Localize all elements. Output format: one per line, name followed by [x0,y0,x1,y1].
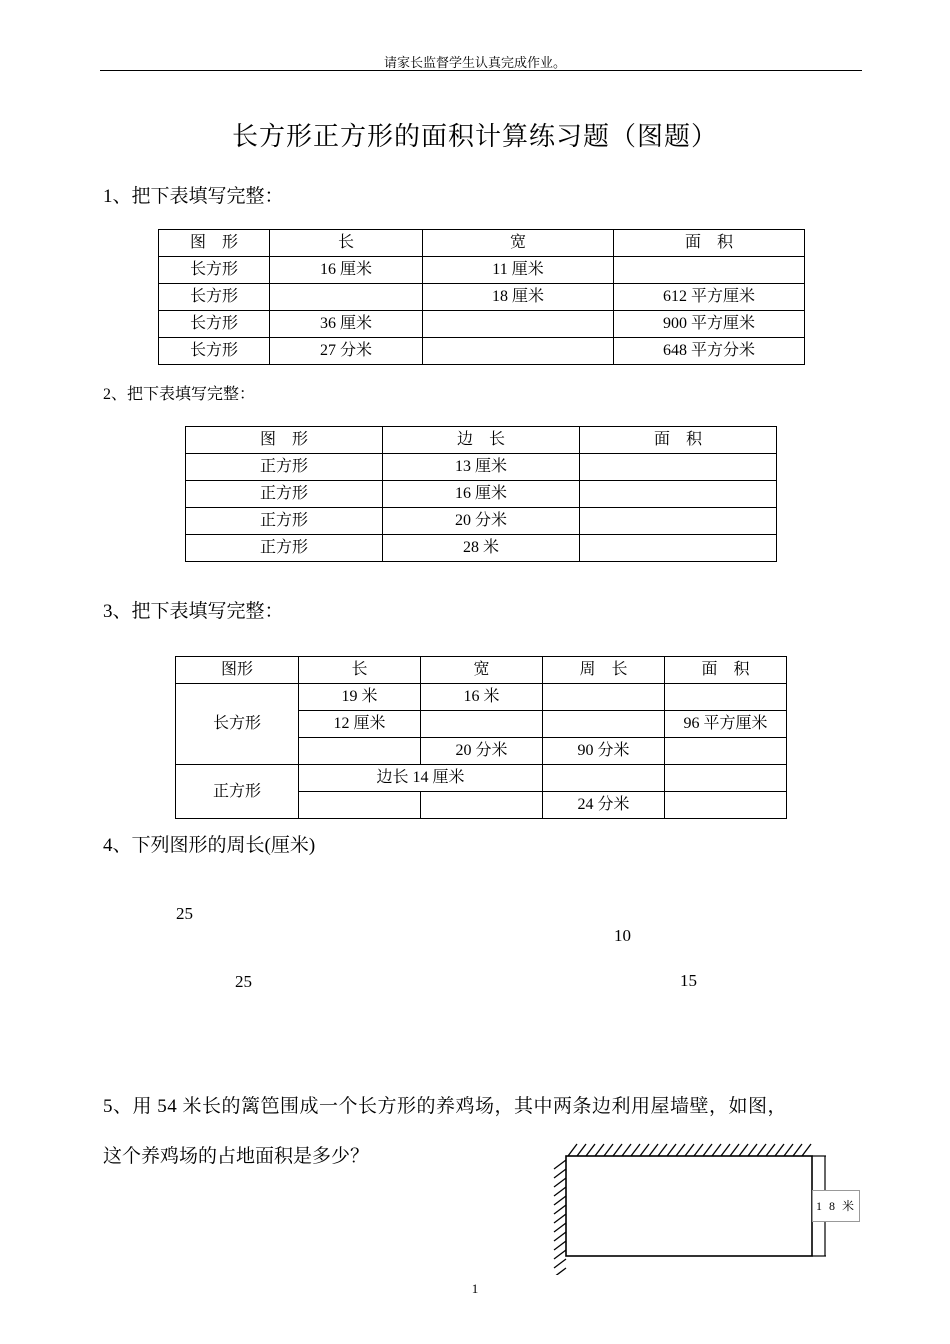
hatch-stroke [784,1144,793,1156]
table-row [159,338,805,365]
hatch-stroke [775,1144,784,1156]
table-header-row [176,657,787,684]
table-cell: 20 分米 [421,738,543,765]
shape-label-cell: 长方形 [176,684,299,765]
hatch-stroke [802,1144,811,1156]
table-cell: 边长 14 厘米 [299,765,543,792]
hatch-stroke [721,1144,730,1156]
header-cell: 图 形 [159,230,270,257]
header-cell: 长 [270,230,423,257]
table-row [159,257,805,284]
table-cell: 16 米 [421,684,543,711]
header-cell: 面 积 [580,427,777,454]
q4-prompt: 4、下列图形的周长(厘米) [103,835,316,856]
header-cell: 图形 [176,657,299,684]
hatch-stroke [554,1169,566,1178]
answer-cell[interactable] [665,684,787,711]
shape-label-cell: 正方形 [176,765,299,819]
answer-cell[interactable] [665,765,787,792]
table-cell: 11 厘米 [423,257,614,284]
table-row [186,508,777,535]
table-row [186,454,777,481]
figure1-side-label: 25 [235,972,252,991]
page-number: 1 [471,1281,479,1296]
answer-cell[interactable] [665,738,787,765]
hatch-stroke [554,1196,566,1205]
answer-cell[interactable] [299,738,421,765]
table-cell: 正方形 [186,454,383,481]
table-cell: 20 分米 [383,508,580,535]
header-cell: 面 积 [665,657,787,684]
table-cell: 18 厘米 [423,284,614,311]
answer-cell[interactable] [423,311,614,338]
table-cell: 正方形 [186,508,383,535]
hatch-stroke [703,1144,712,1156]
answer-cell[interactable] [270,284,423,311]
hatch-stroke [712,1144,721,1156]
table-cell: 27 分米 [270,338,423,365]
header-cell: 图 形 [186,427,383,454]
table-cell: 24 分米 [543,792,665,819]
answer-cell[interactable] [543,711,665,738]
hatch-stroke [622,1144,631,1156]
header-rule [100,70,862,71]
hatch-stroke [730,1144,739,1156]
answer-cell[interactable] [421,711,543,738]
answer-cell[interactable] [580,481,777,508]
table-cell: 长方形 [159,311,270,338]
header-cell: 边 长 [383,427,580,454]
side-length-label: 1 8 米 [812,1190,860,1222]
hatch-stroke [640,1144,649,1156]
hatch-stroke [604,1144,613,1156]
answer-cell[interactable] [421,792,543,819]
answer-cell[interactable] [614,257,805,284]
hatch-stroke [649,1144,658,1156]
table-row [186,481,777,508]
hatch-stroke [676,1144,685,1156]
answer-cell[interactable] [423,338,614,365]
hatch-stroke [757,1144,766,1156]
answer-cell[interactable] [580,535,777,562]
hatch-stroke [694,1144,703,1156]
header-cell: 长 [299,657,421,684]
table-cell: 19 米 [299,684,421,711]
q5-line1: 5、用 54 米长的篱笆围成一个长方形的养鸡场，其中两条边利用屋墙壁，如图， [103,1096,788,1117]
wall-hatching-top [568,1144,811,1156]
q3-prompt: 3、把下表填写完整： [103,601,284,622]
table-cell: 正方形 [186,535,383,562]
hatch-stroke [554,1223,566,1232]
yard-rectangle [566,1156,812,1256]
q5-line2: 这个养鸡场的占地面积是多少？ [103,1146,370,1167]
table-row [176,684,787,711]
table-cell: 36 厘米 [270,311,423,338]
q1-table [158,229,805,365]
q2-table [185,426,777,562]
hatch-stroke [613,1144,622,1156]
hatch-stroke [595,1144,604,1156]
table-cell: 612 平方厘米 [614,284,805,311]
wall-hatching-left [554,1160,566,1275]
table-cell: 16 厘米 [383,481,580,508]
header-cell: 宽 [421,657,543,684]
table-header-row [159,230,805,257]
header-cell: 周 长 [543,657,665,684]
hatch-stroke [667,1144,676,1156]
figure1-side-label: 25 [176,904,193,923]
hatch-stroke [766,1144,775,1156]
chicken-yard-diagram [548,1140,838,1275]
table-cell: 96 平方厘米 [665,711,787,738]
figure2-side-label: 15 [680,971,697,990]
hatch-stroke [577,1144,586,1156]
table-cell: 长方形 [159,257,270,284]
hatch-stroke [748,1144,757,1156]
header-cell: 面 积 [614,230,805,257]
hatch-stroke [554,1241,566,1250]
answer-cell[interactable] [299,792,421,819]
hatch-stroke [554,1259,566,1268]
hatch-stroke [554,1187,566,1196]
answer-cell[interactable] [665,792,787,819]
table-cell: 90 分米 [543,738,665,765]
table-cell: 12 厘米 [299,711,421,738]
header-note: 请家长监督学生认真完成作业。 [383,55,566,70]
hatch-stroke [554,1268,566,1275]
hatch-stroke [685,1144,694,1156]
hatch-stroke [739,1144,748,1156]
hatch-stroke [658,1144,667,1156]
hatch-stroke [631,1144,640,1156]
answer-cell[interactable] [580,454,777,481]
hatch-stroke [554,1214,566,1223]
q1-prompt: 1、把下表填写完整： [103,186,284,207]
table-cell: 长方形 [159,338,270,365]
figure2-side-label: 10 [614,926,631,945]
header-cell: 宽 [423,230,614,257]
hatch-stroke [554,1250,566,1259]
table-cell: 正方形 [186,481,383,508]
hatch-stroke [586,1144,595,1156]
hatch-stroke [554,1160,566,1169]
page-title: 长方形正方形的面积计算练习题（图题） [231,122,718,151]
answer-cell[interactable] [543,765,665,792]
table-row [159,311,805,338]
hatch-stroke [554,1178,566,1187]
table-cell: 16 厘米 [270,257,423,284]
table-cell: 13 厘米 [383,454,580,481]
table-row [159,284,805,311]
table-row [186,535,777,562]
hatch-stroke [793,1144,802,1156]
hatch-stroke [554,1232,566,1241]
table-row [176,765,787,792]
answer-cell[interactable] [580,508,777,535]
q3-table [175,656,787,819]
answer-cell[interactable] [543,684,665,711]
hatch-stroke [568,1144,577,1156]
table-header-row [186,427,777,454]
table-cell: 648 平方分米 [614,338,805,365]
table-cell: 28 米 [383,535,580,562]
q2-prompt: 2、把下表填写完整： [103,386,256,403]
table-cell: 长方形 [159,284,270,311]
table-cell: 900 平方厘米 [614,311,805,338]
hatch-stroke [554,1205,566,1214]
